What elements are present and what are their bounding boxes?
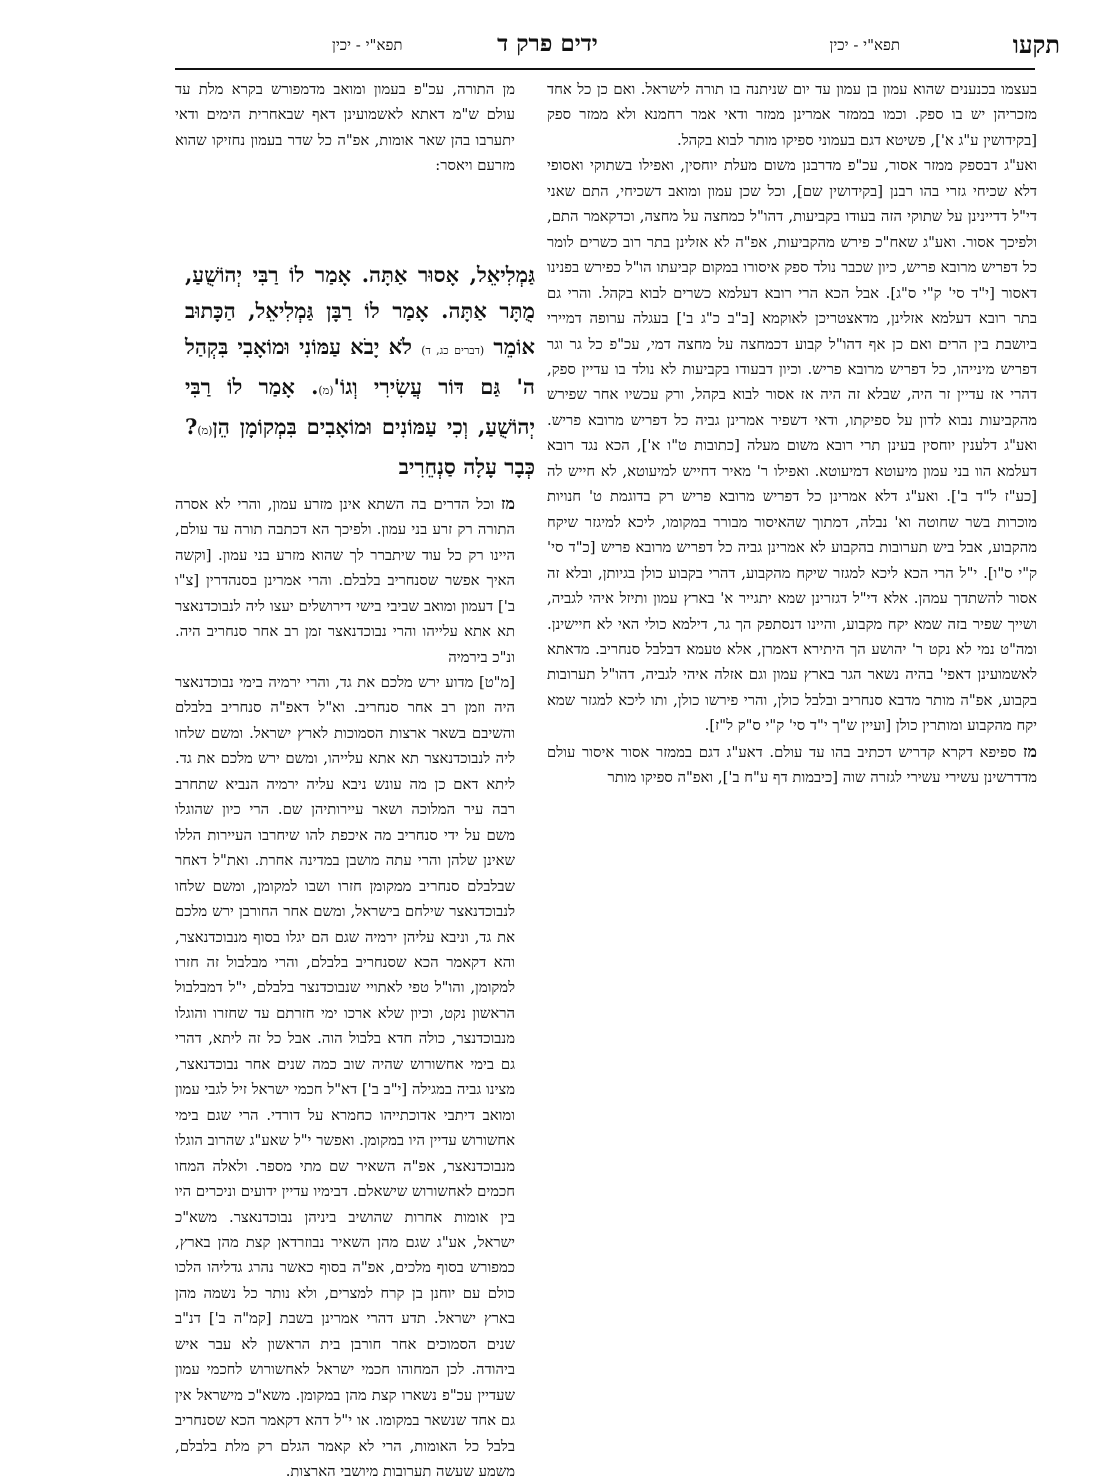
commentary-right-column [547,77,1037,1167]
mishna-part2: לֹא יָבֹא עַמּוֹנִי וּמוֹאָבִי בִּקְהַל ה' גַּם דּוֹר עֲשִׂירִי וְגוֹ' [185,333,536,399]
commentary-left-column [175,77,536,1481]
dibur-hamatchil: מז [1023,741,1037,761]
commentary-tail [547,739,1037,791]
mishna-ref3: (מ) [197,423,213,437]
commentary-intro: בעצמו בכנענים שהוא עמון בן עמון עד יום שניתנה בו תורה לישראל. ואם כן כל אחד מזכריהן יש בו ספק. וכמו בממזר אמרינן ממזר ודאי אמר רחמנא ולא ממזר ספק [בקידושין ע"ג א'], פשיטא דגם בעמוני ספיקו מותר לבוא בקהל. [547,81,1037,149]
mishna-part3: . אָמַר לוֹ רַבִּי יְהוֹשֻׁעַ, וְכִי עַמּוֹנִים וּמוֹאָבִים בִּמְקוֹמָן הֵן [185,373,535,439]
dibur-hamatchil-left: מז [501,493,515,513]
mishna-ref2: (מ) [318,383,334,397]
left-body2-text: מדוע ירש מלכם את גד, והרי ירמיה בימי נבוכדנאצר היה וזמן רב אחר סנחריב. וא"ל דאפ"ה סנחריב בלבלם והשיבם בשאר ארצות הסמוכות לארץ ישראל. ומשם שלחו ליה לנבוכדנאצר תא אתא עלייהו, ומשם ירש מלכם את גד. ליתא דאם כן מה עונש ניבא עליה ירמיה הנביא שתחרב רבה עיר המלוכה ושאר עיירותיהן שם. הרי כיון שהוגלו משם על ידי סנחריב מה איכפת להו שיחרבו העיירות הללו שאינן שלהן והרי עתה מושבן במדינה אחרת. ואת"ל דאחר שבלבלם סנחריב ממקומן חזרו ושבו למקומן, ומשם שלחו לנבוכדנאצר שילחם בישראל, ומשם אחר החורבן ירש מלכם את גד, וניבא עליהן ירמיה שגם הם יגלו בסוף מנבוכדנאצר, והא דקאמר הכא שסנחריב בלבלם, והרי מבלבול זה חזרו למקומן, והו"ל טפי לאתויי שנבוכדנצר בלבלם, י"ל דמבלבול הראשון נקט, וכיון שלא ארכו ימי חזרתם עד שחזרו והוגלו מנבוכדנצר, כולה חדא בלבול הוה. אבל כל זה ליתא, דהרי גם בימי אחשורוש שהיה שוב כמה שנים אחר נבוכדנאצר, מצינו גביה במגילה [י"ב ב'] דא"ל חכמי ישראל זיל לגבי עמון ומואב דיתבי אדוכתייהו כחמרא על דורדי. הרי שגם בימי אחשורוש עדיין היו במקומן. ואפשר י"ל שאע"ג שהרוב הוגלו מנבוכדנאצר, אפ"ה השאיר שם מתי מספר. ולאלה המחו חכמים לאחשורוש שישאלם. דבימיו עדיין ידועים וניכרים היו בין אומות אחרות שהושיב ביניהן נבוכדנאצר. משא"כ ישראל, אע"ג שגם מהן השאיר נבוזרדאן קצת מהן בארץ, כמפורש בסוף מלכים, אפ"ה בסוף כאשר נהרג גדליהו הלכו כולם עם יוחנן בן קרח למצרים, ולא נותר כל נשמה מהן בארץ ישראל. תדע דהרי אמרינן בשבת [קמ"ה ב'] דנ"ב שנים הסמוכים אחר חורבן בית הראשון לא עבר איש ביהודה. לכן המחוהו חכמי ישראל לאחשורוש לחכמי עמון שעדיין עכ"פ נשארו קצת מהן במקומן. משא"כ מישראל אין גם אחד שנשאר במקומו. או י"ל דהא דקאמר הכא שסנחריב בלבל כל האומות, הרי לא קאמר הגלם רק מלת בלבלם, משמע שעשה תערובות מיושבי הארצות. [175,673,515,1481]
commentary-body: ואע"ג דבספק ממזר אסור, עכ"פ מדרבנן משום מעלת יוחסין, ואפילו בשתוקי ואסופי דלא שכיחי גזרי בהו רבנן [בקידושין שם], וכל שכן עמון ומואב דשכיחי, התם שאני די"ל דדיינינן על שתוקי הזה בעודו בקביעות, דהו"ל כמחצה על מחצה, וכדקאמר התם, ולפיכך אסור. ואע"ג שאח"כ פירש מהקביעות, אפ"ה לא אזלינן בתר רוב כשרים לומר כל דפריש מרובא פריש, כיון שכבר נולד ספק איסורו במקום קביעתו הו"ל כפירש בפנינו דאסור [י"ד סי' ק"י ס"ג]. אבל הכא הרי רובא דעלמא כשרים לבוא בקהל. והרי גם בתר רובא דעלמא אזלינן, מדאצטריכן לאוקמא [ב"ב כ"ג ב'] בעגלה ערופה דמיירי ביושבת בין הרים ואם כן אף דהו"ל קבוע דכמחצה על מחצה דמי, עכ"פ כל גר וגר דפריש מינייהו, כל דפריש מרובא פריש. וכיון דבעודו בקביעות לא נולד בו עדיין ספק, דהרי אז עדיין זר היה, שבלא זה היה אז אסור לבוא בקהל, ורק עכשיו אחר שפירש מהקביעות נבוא לדון על ספיקתו, ודאי דשפיר אמרינן גביה כל דפריש מרובא פריש. ואע"ג דלענין יוחסין בעינן תרי רובא משום מעלה [כתובות ט"ו א'], הכא נגד רובא דעלמא הוו בני עמון מיעוטא דמיעוטא. ואפילו ר' מאיר דחייש למיעוטא, לא חייש לה [כע"ז ל"ד ב']. ואע"ג דלא אמרינן כל דפריש מרובא פריש רק בדוגמת ט' חנויות מוכרות בשר שחוטה וא' נבלה, דמתוך שהאיסור מבורר במקומו, ליכא למיגזר שיקח מהקבוע, אבל ביש תערובות בהקבוע לא אמרינן גביה כל דפריש מרובא פריש [כ"ד סי' ק"י ס"ו]. י"ל הרי הכא ליכא למגזר שיקח מהקבוע, דהרי בקבוע כולן בגיותן, ובלא זה אסור להשתדך עמהן. אלא די"ל דגזרינן שמא יתגייר א' בארץ עמון ותיזל איהי לגביה, ושייך שפיר בזה שמא יקח מקבוע, והיינו דנסתפק הך גר, דילמא כולי האי לא חיישינן. ומה"ט נמי לא נקט ר' יהושע הך היתירא דאמרן, אלא טעמא דבלבל סנחריב. מדאתא לאשמועינן דאפי' בהיה נשאר הגר בארץ עמון וגם אזלה איהי לגביה, דהו"ל תערובות בקבוע, אפ"ה מותר מדבא סנחריב ובלבל כולן, והרי פירשו כולן, ותו ליכא למגזר שמא יקח מהקבוע ומותרין כולן [ועיין ש"ך י"ד סי' ק"י ס"ק ל"ז]. [547,157,1037,735]
running-head-right: תפא"י - יכין [829,36,900,54]
page-number: תקעו [1012,30,1060,59]
commentary-left-intro: מן התורה, עכ"פ בעמון ומואב מדמפורש בקרא מלת עד עולם ש"מ דאתא לאשמועינן דאף שבאחרית הימים ודאי יתערבו בהן שאר אומות, אפ"ה כל שדר בעמון נחזיקו שהוא מזרעם ויאסר: [175,81,515,175]
commentary-left-body2 [175,670,515,1484]
running-head-left: תפא"י - יכין [332,36,403,54]
mishna-part1: גַּמְלִיאֵל, אָסוּר אַתָּה. אָמַר לוֹ רַבִּי יְהוֹשֻׁעַ, מֻתָּר אַתָּה. אָמַר לוֹ רַבָּן גַּמְלִיאֵל, הַכָּתוּב אוֹמֵר [185,261,535,359]
mishna-text [185,257,535,485]
commentary-tail-text: ספיפא דקרא קדריש דכתיב בהו עד עולם. דאע"ג דגם בממזר אסור איסור עולם מדדרשינן עשירי עשירי לגזרה שוה [כיבמות דף ע"ח ב'], ואפ"ה ספיקו מותר [547,743,1037,787]
tractate-title: ידים פרק ד [497,30,598,57]
header-rule [175,68,1035,70]
left-body1-text: וכל הדרים בה השתא אינן מזרע עמון, והרי לא אסרה התורה רק זרע בני עמון. ולפיכך הא דכתבה תורה עד עולם, היינו רק כל עוד שיתברר לך שהוא מזרע בני עמון. [וקשה האיך אפשר שסנחריב בלבלם. והרי אמרינן בסנהדרין [צ"ו ב'] דעמון ומואב שביבי בישי דירושלים יעצו ליה לנבוכדנאצר תא אתא עלייהו והרי נבוכדנאצר זמן רב אחר סנחריב היה. ונ"כ בירמיה [175,495,515,666]
mishna-part4: ? כְּבָר עָלָה סַנְחֵרִיב [185,413,535,479]
mishna-ref: (דברים כג, ד) [421,343,485,357]
left-ref: [מ"ט] [478,673,515,691]
